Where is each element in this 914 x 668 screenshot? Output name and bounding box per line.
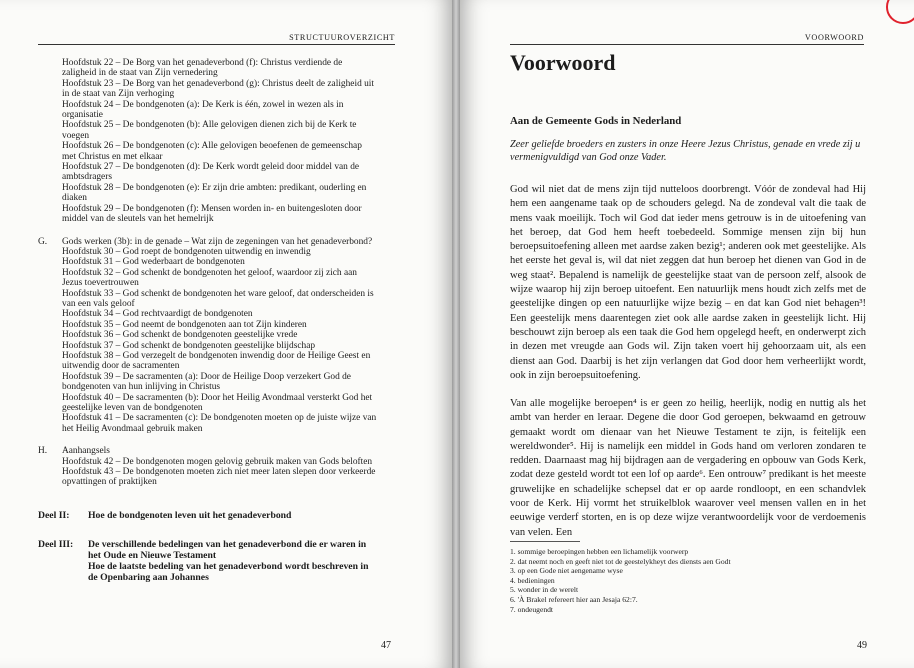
toc-entry: Hoofdstuk 29 – De bondgenoten (f): Mensen worden in- en buitengesloten door middel van de sleutels van het hemelrijk bbox=[62, 203, 362, 225]
part-label: Deel II: bbox=[38, 509, 70, 521]
toc-entry: Hoofdstuk 34 – God rechtvaardigt de bondgenoten bbox=[62, 309, 253, 320]
footnote: 1. sommige beroepingen hebben een lichamelijk voorwerp bbox=[510, 547, 689, 556]
footnotes bbox=[510, 547, 731, 614]
group-h bbox=[38, 446, 378, 488]
toc-entry: Hoofdstuk 32 – God schenkt de bondgenoten het geloof, waardoor zij zich aan Jezus toevertrouwen bbox=[62, 267, 357, 289]
part-title: Hoe de laatste bedeling van het genadeverbond wordt beschreven in de Openbaring aan Johannes bbox=[88, 560, 369, 583]
running-head: STRUCTUUROVERZICHT bbox=[289, 33, 395, 42]
footnote: 2. dat neemt noch en geeft niet tot de geestelykheyt des diensts aen Godt bbox=[510, 556, 731, 566]
part-three bbox=[38, 539, 378, 583]
salutation: Zeer geliefde broeders en zusters in onze Heere Jezus Christus, genade en vrede zij u vermenigvuldigd van God onze Vader. bbox=[510, 139, 861, 163]
toc-entry: Hoofdstuk 33 – God schenkt de bondgenoten het ware geloof, dat onderscheiden is van een vals geloof bbox=[62, 288, 374, 309]
toc-entry: Hoofdstuk 37 – God schenkt de bondgenoten geestelijke blijdschap bbox=[62, 340, 316, 351]
structure-overview bbox=[38, 58, 378, 583]
paragraph: Van alle mogelijke beroepen⁴ is er geen zo heilig, heerlijk, nodig en nuttig als het ambt van herder en leraar. Degene die door God geroepen, bekwaamd en getrouw gemaakt wordt om dienaar van het Nieuwe Testament te zijn, is feitelijk een wereldwonder⁵. Hij is namelijk een middel in Gods hand om verloren zondaren te redden. Daarnaast mag hij bijdragen aan de vergadering en opbouw van Gods Kerk, zodat deze gesteld wordt tot een lof op aarde⁶. Een ontrouw⁷ predikant is het meeste gruwelijke en schadelijke schepsel dat er op aarde rondloopt, en een schandvlek voor de Kerk. Hij vormt het struikelblok waarover veel mensen vallen en in het eeuwige verderf storten, en is op deze wijze verantwoordelijk voor de verdoemenis van velen. Een bbox=[510, 398, 866, 538]
running-head: VOORWOORD bbox=[804, 33, 864, 42]
part-title: Hoe de bondgenoten leven uit het genadeverbond bbox=[88, 509, 292, 521]
page-number: 49 bbox=[857, 640, 867, 651]
book-gutter bbox=[452, 0, 460, 668]
toc-entry: Hoofdstuk 43 – De bondgenoten moeten zich niet meer laten slepen door verkeerde opvattingen of praktijken bbox=[62, 467, 376, 488]
toc-entry: Hoofdstuk 31 – God wederbaart de bondgenoten bbox=[62, 257, 245, 268]
toc-entry: Hoofdstuk 39 – De sacramenten (a): Door de Heilige Doop verzekert God de bondgenoten van hun inlijving in Christus bbox=[62, 371, 351, 393]
page-title: Voorwoord bbox=[510, 50, 616, 75]
toc-entry: Hoofdstuk 40 – De sacramenten (b): Door het Heilig Avondmaal versterkt God het geestelijke leven van de bondgenoten bbox=[62, 392, 373, 413]
toc-entry: Hoofdstuk 23 – De Borg van het genadeverbond (g): Christus deelt de zaligheid uit in de staat van Zijn verhoging bbox=[62, 78, 374, 100]
right-page bbox=[460, 0, 914, 668]
group-letter: G. bbox=[38, 236, 48, 247]
page-number: 47 bbox=[381, 640, 391, 651]
footnote: 5. wonder in de werelt bbox=[510, 585, 579, 595]
toc-entry: Hoofdstuk 30 – God roept de bondgenoten uitwendig en inwendig bbox=[62, 246, 311, 257]
toc-entry: Hoofdstuk 26 – De bondgenoten (c): Alle gelovigen beoefenen de gemeenschap met Christus en met elkaar bbox=[62, 141, 362, 162]
footnote: 3. op een Gode niet aengename wyse bbox=[510, 566, 623, 576]
toc-entry: Hoofdstuk 41 – De sacramenten (c): De bondgenoten moeten op de juiste wijze van het Heilig Avondmaal gebruik maken bbox=[62, 413, 377, 434]
part-two bbox=[38, 510, 378, 521]
subtitle: Aan de Gemeente Gods in Nederland bbox=[510, 115, 682, 127]
toc-entry: Hoofdstuk 27 – De bondgenoten (d): De Kerk wordt geleid door middel van de ambtsdragers bbox=[62, 162, 360, 183]
toc-entry: Hoofdstuk 36 – God schenkt de bondgenoten geestelijke vrede bbox=[62, 330, 298, 341]
toc-entry: Hoofdstuk 35 – God neemt de bondgenoten aan tot Zijn kinderen bbox=[62, 319, 307, 330]
toc-entry: Hoofdstuk 25 – De bondgenoten (b): Alle gelovigen dienen zich bij de Kerk te voegen bbox=[62, 120, 357, 141]
footnote: 7. ondeugendt bbox=[510, 604, 554, 614]
toc-entry: Hoofdstuk 38 – God verzegelt de bondgenoten inwendig door de Heilige Geest en uitwendig door de sacramenten bbox=[62, 350, 371, 372]
toc-entry: Hoofdstuk 24 – De bondgenoten (a): De Kerk is één, zowel in wezen als in organisatie bbox=[62, 99, 344, 121]
left-page bbox=[0, 0, 452, 668]
paragraph: God wil niet dat de mens zijn tijd nutteloos doorbrengt. Vóór de zondeval had Hij hem een aangename taak op de schouders gelegd. Na de zondeval valt die taak de mens vaak moeilijk. Toch wil God dat ieder mens getrouw is in de uitoefening van het beroep, dat God hem heeft toebedeeld. Sommige mensen zijn bij hun beroepsuitoefening alleen met aardse zaken bezig¹; anderen ook met geestelijke. Als het eerste het geval is, wil dat niet zeggen dat hun beroep het dienen van God in de weg staat². Bepalend is namelijk de geestelijke staat van de persoon zelf, alsook de wijze waarop hij zijn beroep uitoefent. Een natuurlijk mens houdt zich zelfs met de geestelijke dingen op een natuurlijke wijze bezig – en dat kan God niet behagen³! Een geestelijk mens daarentegen ziet ook alle aardse zaken in geestelijk licht. Hij beschouwt zijn beroep als een taak die God hem opgelegd heeft, en onderwerpt zich in dezen met vreugde aan Gods wil. Zijn taken voert hij gehoorzaam uit, als een dienst aan God. Daarbij is het zijn verlangen dat God door hem verheerlijkt wordt, ook in zijn beroepsuitoefening. bbox=[510, 184, 866, 381]
toc-entry: Hoofdstuk 22 – De Borg van het genadeverbond (f): Christus verdiende de zaligheid in de staat van Zijn vernedering bbox=[62, 58, 343, 79]
header-rule bbox=[510, 44, 864, 45]
corner-mark bbox=[886, 0, 914, 24]
part-title: De verschillende bedelingen van het genadeverbond die er waren in het Oude en Nieuwe Testament bbox=[88, 538, 367, 561]
group-letter: H. bbox=[38, 446, 48, 457]
group-heading: Gods werken (3b): in de genade – Wat zijn de zegeningen van het genadeverbond? bbox=[62, 236, 373, 247]
footnote-rule bbox=[510, 541, 580, 542]
toc-entry: Hoofdstuk 28 – De bondgenoten (e): Er zijn drie ambten: predikant, ouderling en diaken bbox=[62, 182, 367, 204]
group-g bbox=[38, 237, 378, 435]
part-label: Deel III: bbox=[38, 538, 74, 550]
footnote: 6. 'À Brakel refereert hier aan Jesaja 62:7. bbox=[510, 594, 638, 604]
entries-top bbox=[38, 58, 378, 225]
toc-entry: Hoofdstuk 42 – De bondgenoten mogen gelovig gebruik maken van Gods beloften bbox=[62, 456, 373, 467]
header-rule bbox=[38, 44, 395, 45]
footnote: 4. bedieningen bbox=[510, 575, 555, 585]
group-heading: Aanhangsels bbox=[62, 446, 110, 457]
